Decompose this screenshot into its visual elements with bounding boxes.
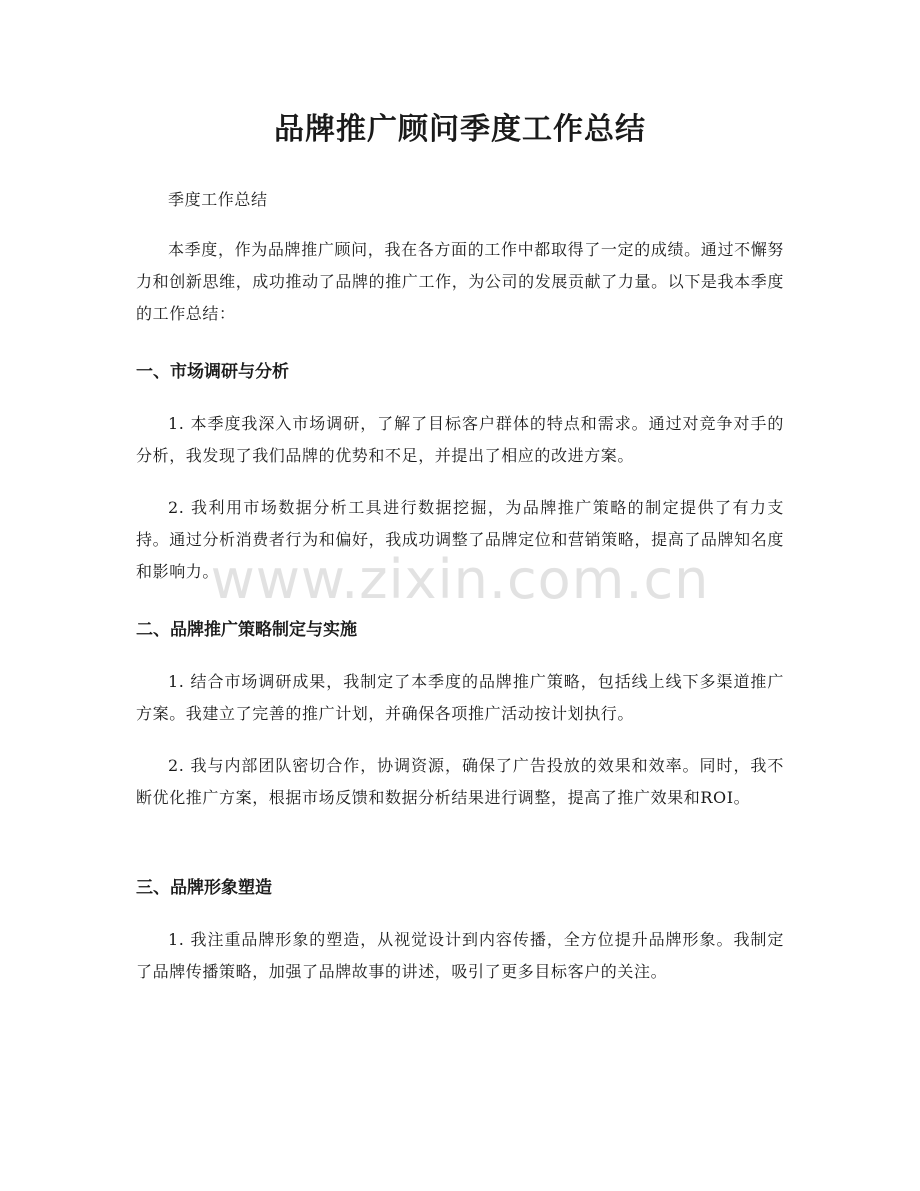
intro-paragraph: 本季度，作为品牌推广顾问，我在各方面的工作中都取得了一定的成绩。通过不懈努力和创新思维，成功推动了品牌的推广工作，为公司的发展贡献了力量。以下是我本季度的工作总结： bbox=[136, 240, 784, 323]
section-heading-market-research: 一、市场调研与分析 bbox=[136, 362, 289, 382]
section-heading-strategy: 二、品牌推广策略制定与实施 bbox=[136, 620, 357, 640]
section-2-paragraph-2: 2. 我与内部团队密切合作，协调资源，确保了广告投放的效果和效率。同时，我不断优化推广方案，根据市场反馈和数据分析结果进行调整，提高了推广效果和ROI。 bbox=[136, 756, 784, 807]
section-heading-brand-image: 三、品牌形象塑造 bbox=[136, 878, 272, 898]
section-3-paragraph-1: 1. 我注重品牌形象的塑造，从视觉设计到内容传播，全方位提升品牌形象。我制定了品牌传播策略，加强了品牌故事的讲述，吸引了更多目标客户的关注。 bbox=[136, 930, 784, 981]
subtitle: 季度工作总结 bbox=[168, 190, 268, 209]
watermark: www.zixin.com.cn bbox=[210, 548, 710, 611]
section-1-paragraph-2: 2. 我利用市场数据分析工具进行数据挖掘，为品牌推广策略的制定提供了有力支持。通过分析消费者行为和偏好，我成功调整了品牌定位和营销策略，提高了品牌知名度和影响力。 bbox=[136, 498, 784, 581]
section-2-paragraph-1: 1. 结合市场调研成果，我制定了本季度的品牌推广策略，包括线上线下多渠道推广方案。我建立了完善的推广计划，并确保各项推广活动按计划执行。 bbox=[136, 672, 784, 723]
section-1-paragraph-1: 1. 本季度我深入市场调研，了解了目标客户群体的特点和需求。通过对竞争对手的分析，我发现了我们品牌的优势和不足，并提出了相应的改进方案。 bbox=[136, 414, 784, 465]
page-title: 品牌推广顾问季度工作总结 bbox=[274, 112, 646, 147]
